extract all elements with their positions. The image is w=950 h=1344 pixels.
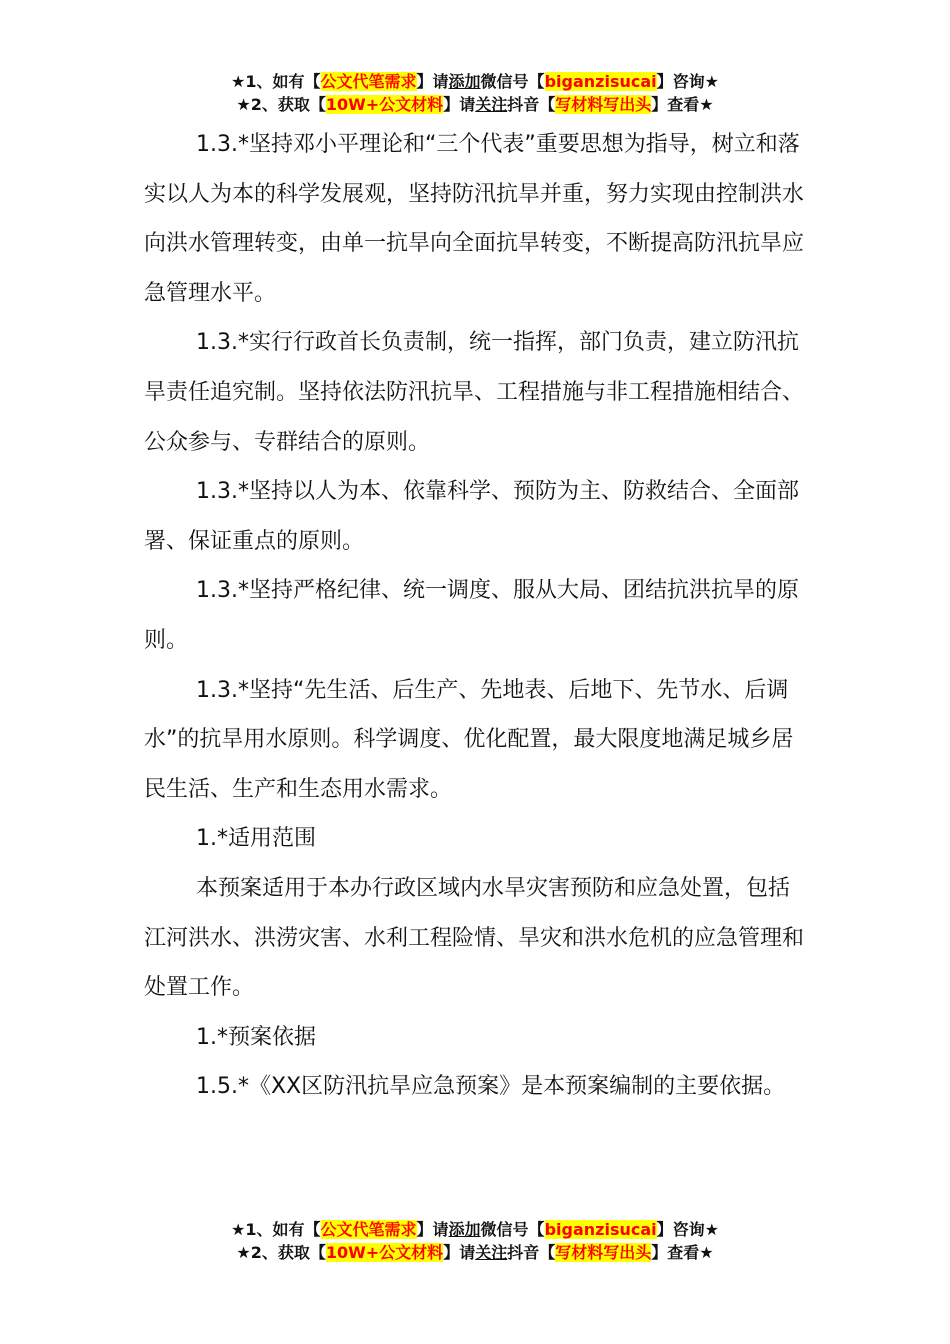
highlight-douyin-account: 写材料写出头 (555, 95, 652, 114)
highlight-materials: 10W+公文材料 (325, 1243, 444, 1262)
paragraph: 1.3.*坚持邓小平理论和“三个代表”重要思想为指导，树立和落实以人为本的科学发展观，坚持防汛抗旱并重，努力实现由控制洪水向洪水管理转变，由单一抗旱向全面抗旱转变，不断提高防汛抗旱应急管理水平。 (144, 132, 805, 306)
document-body (144, 120, 808, 1112)
paragraph: 1.3.*实行行政首长负责制，统一指挥，部门负责，建立防汛抗旱责任追究制。坚持依法防汛抗旱、工程措施与非工程措施相结合、公众参与、专群结合的原则。 (144, 330, 805, 455)
banner-underlined: 关注 (475, 1243, 508, 1262)
banner-text: 微信号【 (480, 72, 545, 91)
banner-text: 抖音【 (507, 1243, 556, 1262)
banner-line-1 (0, 70, 950, 93)
banner-line-2 (0, 1241, 950, 1264)
highlight-wechat-id: biganzisucai (544, 72, 657, 91)
banner-text: 】咨询★ (656, 1220, 719, 1239)
highlight-materials: 10W+公文材料 (325, 95, 444, 114)
header-banner (0, 70, 950, 116)
banner-text: 】查看★ (651, 1243, 714, 1262)
banner-text: ★1、如有【 (231, 72, 321, 91)
highlight-service: 公文代笔需求 (320, 1220, 417, 1239)
banner-text: 】咨询★ (656, 72, 719, 91)
section-heading: 1.*适用范围 (196, 826, 316, 852)
paragraph: 1.3.*坚持严格纪律、统一调度、服从大局、团结抗洪抗旱的原则。 (144, 578, 799, 653)
paragraph: 1.5.*《XX区防汛抗旱应急预案》是本预案编制的主要依据。 (196, 1074, 786, 1100)
banner-underlined: 添加 (448, 72, 481, 91)
banner-text: ★1、如有【 (231, 1220, 321, 1239)
banner-text: ★2、获取【 (236, 1243, 326, 1262)
banner-text: 】请 (443, 95, 476, 114)
paragraph: 本预案适用于本办行政区域内水旱灾害预防和应急处置，包括江河洪水、洪涝灾害、水利工程险情、旱灾和洪水危机的应急管理和处置工作。 (144, 875, 805, 1001)
highlight-service: 公文代笔需求 (320, 72, 417, 91)
highlight-wechat-id: biganzisucai (544, 1220, 657, 1239)
banner-text: 】请 (416, 72, 449, 91)
banner-underlined: 关注 (475, 95, 508, 114)
banner-text: 微信号【 (480, 1220, 545, 1239)
banner-line-2 (0, 93, 950, 116)
banner-text: ★2、获取【 (236, 95, 326, 114)
banner-text: 】请 (443, 1243, 476, 1262)
banner-text: 】查看★ (651, 95, 714, 114)
banner-text: 抖音【 (507, 95, 556, 114)
banner-underlined: 添加 (448, 1220, 481, 1239)
banner-text: 】请 (416, 1220, 449, 1239)
section-heading: 1.*预案依据 (196, 1024, 316, 1050)
highlight-douyin-account: 写材料写出头 (555, 1243, 652, 1262)
paragraph: 1.3.*坚持以人为本、依靠科学、预防为主、防救结合、全面部署、保证重点的原则。 (144, 479, 799, 554)
paragraph: 1.3.*坚持“先生活、后生产、先地表、后地下、先节水、后调水”的抗旱用水原则。科学调度、优化配置，最大限度地满足城乡居民生活、生产和生态用水需求。 (144, 677, 794, 802)
banner-line-1 (0, 1218, 950, 1241)
footer-banner (0, 1218, 950, 1264)
